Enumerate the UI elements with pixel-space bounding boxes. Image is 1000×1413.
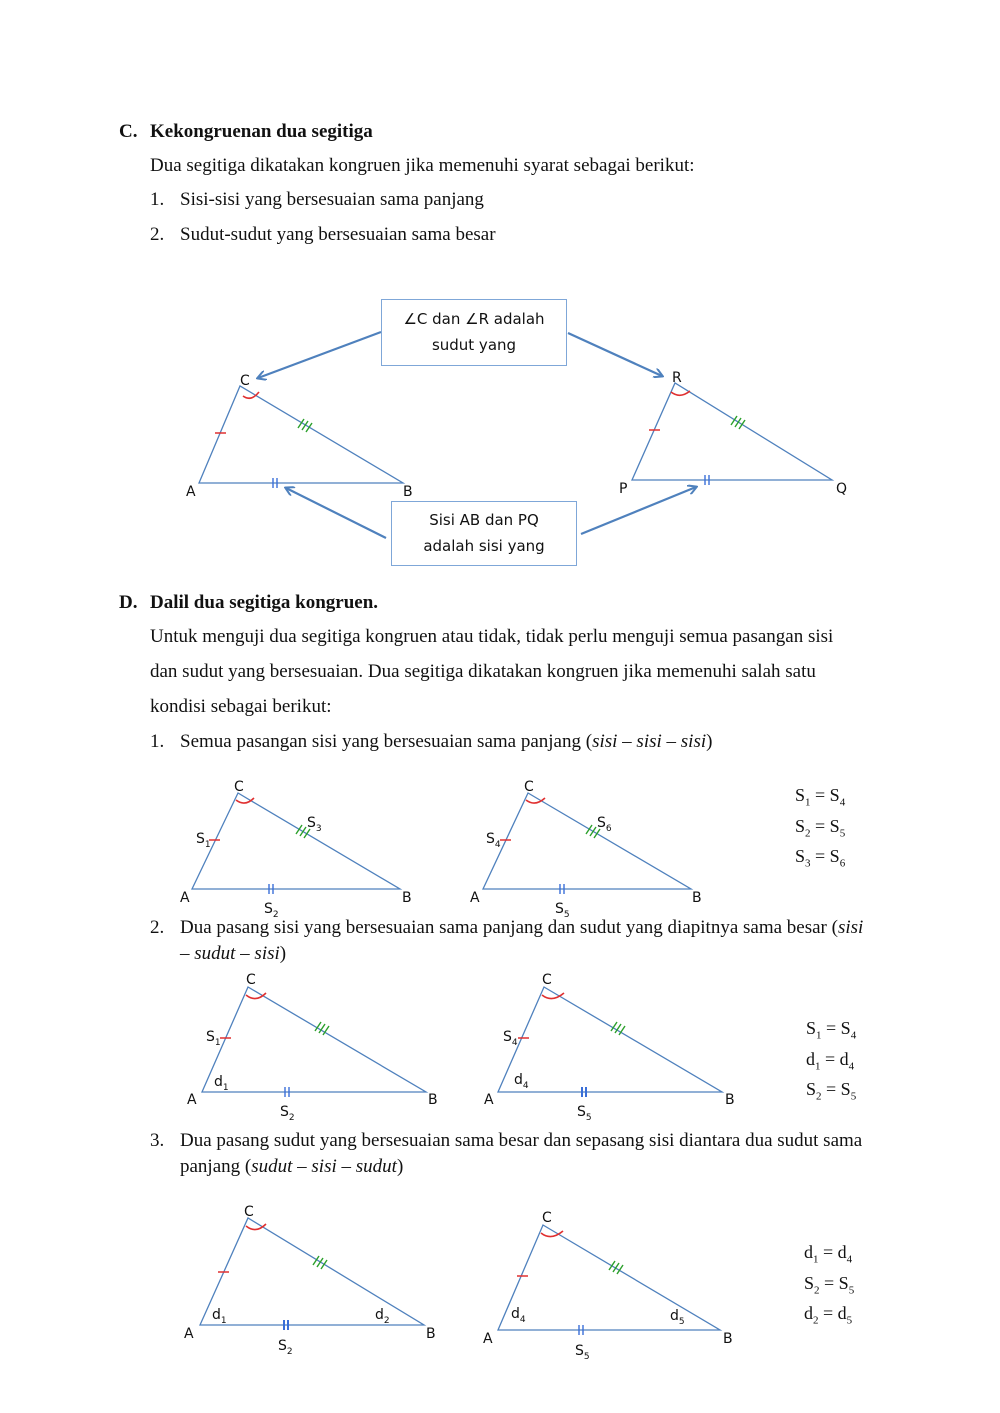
list-item-asa: Dua pasang sudut yang bersesuaian sama besar dan sepasang sisi diantara dua sudut sama (180, 1130, 863, 1151)
side-label: $S_6$ (597, 815, 612, 834)
callout-line: ∠C dan ∠R adalah (403, 310, 545, 328)
angle-arc (246, 1224, 266, 1230)
side-label: $S_1$ (196, 831, 211, 850)
triple-tick (731, 416, 745, 429)
triple-tick (609, 1261, 623, 1274)
vertex-label: B (723, 1331, 733, 1347)
angle-label: $d_1$ (214, 1074, 229, 1093)
paragraph-line: Untuk menguji dua segitiga kongruen atau tidak, tidak perlu menguji semua pasangan sisi (150, 626, 834, 647)
angle-arc (246, 993, 266, 999)
equation: $S_2 = S_5$ (795, 815, 846, 840)
side-label: $S_1$ (206, 1029, 221, 1048)
angle-label: $d_4$ (514, 1072, 529, 1091)
item-term: sisi (837, 917, 864, 938)
equation: $d_2 = d_5$ (804, 1303, 853, 1327)
list-item-asa-cont (180, 1156, 403, 1178)
triangle-abc (199, 386, 403, 483)
triangle-asa-right (498, 1225, 720, 1330)
equation: $S_1 = S_4$ (806, 1018, 857, 1042)
section-d-heading: Dalil dua segitiga kongruen. (150, 592, 379, 613)
vertex-label: A (186, 484, 196, 500)
list-item-sas-cont (180, 943, 286, 965)
angle-label: $d_5$ (670, 1308, 685, 1327)
section-c-number: C. (119, 121, 138, 142)
list-number: 2. (150, 917, 165, 938)
list-item: Sisi-sisi yang bersesuaian sama panjang (180, 189, 484, 210)
list-number: 3. (150, 1130, 165, 1151)
list-number: 1. (150, 731, 165, 752)
paragraph-line: kondisi sebagai berikut: (150, 696, 332, 717)
equation: $S_1 = S_4$ (795, 785, 846, 809)
angle-label: $d_1$ (212, 1307, 227, 1326)
side-label: $S_2$ (280, 1104, 295, 1123)
list-number: 2. (150, 224, 165, 245)
angle-arc (541, 1231, 563, 1237)
vertex-label: C (240, 373, 250, 389)
vertex-label: C (234, 779, 244, 795)
vertex-label: C (542, 972, 552, 988)
vertex-label: Q (836, 481, 848, 497)
vertex-label: C (244, 1204, 254, 1220)
item-term: – sudut – sisi (180, 943, 280, 964)
equation: $S_2 = S_5$ (804, 1272, 855, 1297)
angle-arc (671, 391, 690, 395)
item-term: sudut – sisi – sudut (251, 1156, 397, 1177)
vertex-label: B (426, 1326, 436, 1342)
side-label: $S_3$ (307, 815, 322, 834)
item-text: Dua pasang sisi yang bersesuaian sama panjang dan sudut yang diapitnya sama besar ( (180, 917, 838, 938)
callout-line: sudut yang (431, 336, 517, 354)
angle-label: $d_4$ (511, 1306, 526, 1325)
vertex-label: B (428, 1092, 438, 1108)
side-label: $S_5$ (575, 1343, 590, 1362)
list-item: Sudut-sudut yang bersesuaian sama besar (180, 224, 496, 245)
section-d-number: D. (119, 592, 138, 613)
vertex-label: B (403, 484, 413, 500)
vertex-label: B (402, 890, 412, 906)
angle-arc (526, 798, 545, 803)
side-label: $S_2$ (278, 1338, 293, 1357)
vertex-label: P (619, 481, 628, 497)
equation: $d_1 = d_4$ (804, 1242, 853, 1266)
vertex-label: A (484, 1092, 494, 1108)
vertex-label: A (483, 1331, 493, 1347)
triangle-asa-left (200, 1218, 424, 1325)
vertex-label: A (470, 890, 480, 906)
vertex-label: C (524, 779, 534, 795)
side-label: $S_4$ (503, 1029, 518, 1048)
angle-label: $d_2$ (375, 1307, 390, 1326)
side-label: $S_5$ (555, 901, 570, 920)
list-number: 1. (150, 189, 165, 210)
triangle-sss-right (483, 793, 691, 889)
vertex-label: A (187, 1092, 197, 1108)
list-item-sss (180, 731, 712, 753)
triple-tick (313, 1256, 327, 1269)
item-close: ) (706, 731, 713, 752)
item-text: Semua pasangan sisi yang bersesuaian sama panjang ( (180, 731, 593, 752)
triangle-pqr (632, 383, 832, 480)
item-close: ) (396, 1156, 404, 1177)
section-c-heading: Kekongruenan dua segitiga (150, 121, 373, 142)
equations-sas (806, 1017, 856, 1109)
side-label: $S_5$ (577, 1104, 592, 1123)
callout-line: adalah sisi yang (423, 537, 545, 555)
item-text: panjang ( (180, 1156, 252, 1177)
vertex-label: B (692, 890, 702, 906)
vertex-label: C (542, 1210, 552, 1226)
triangle-sas-left (202, 987, 426, 1092)
side-label: $S_4$ (486, 831, 501, 850)
equation: $S_2 = S_5$ (806, 1079, 857, 1103)
angle-arc (542, 993, 564, 999)
equation: $S_3 = S_6$ (795, 846, 846, 870)
item-close: ) (279, 943, 287, 964)
triangle-sas-right (498, 987, 722, 1092)
vertex-label: R (672, 370, 682, 386)
triple-tick (298, 419, 312, 432)
vertex-label: C (246, 972, 256, 988)
vertex-label: B (725, 1092, 735, 1108)
vertex-label: A (180, 890, 190, 906)
callout-line: Sisi AB dan PQ (429, 511, 539, 529)
equations-sss (795, 784, 845, 876)
triangle-sss-left (192, 793, 400, 889)
side-label: $S_2$ (264, 901, 279, 920)
paragraph-line: dan sudut yang bersesuaian. Dua segitiga dikatakan kongruen jika memenuhi salah satu (150, 661, 816, 682)
angle-arc (236, 798, 254, 803)
callout-side-box (391, 501, 577, 566)
equations-asa (804, 1241, 854, 1333)
item-term: sisi – sisi – sisi (592, 731, 707, 752)
callout-angle-box (381, 299, 567, 366)
equation: $d_1 = d_4$ (806, 1048, 855, 1073)
list-item-sas (180, 917, 863, 939)
vertex-label: A (184, 1326, 194, 1342)
section-c-intro: Dua segitiga dikatakan kongruen jika memenuhi syarat sebagai berikut: (150, 155, 695, 176)
